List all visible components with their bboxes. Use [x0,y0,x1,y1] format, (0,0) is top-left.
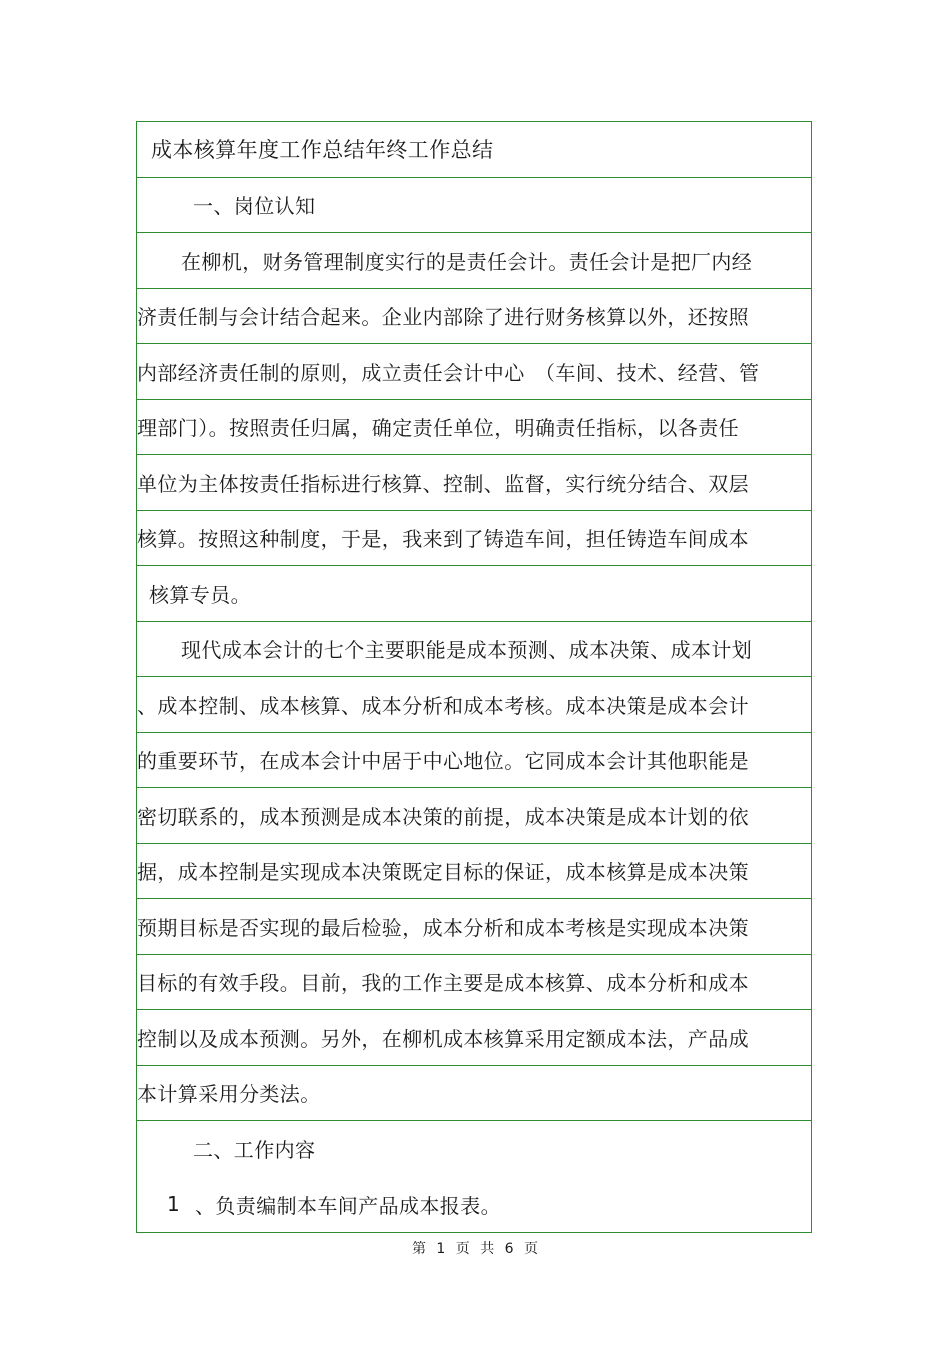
list-item-number: 1 [167,1192,181,1217]
text-line-content: 在柳机，财务管理制度实行的是责任会计。责任会计是把厂内经 [181,249,753,274]
list-item [137,1177,811,1233]
text-line [137,788,811,844]
text-line [137,1010,811,1066]
text-line-content: 单位为主体按责任指标进行核算、控制、监督，实行统分结合、双层 [137,471,749,496]
text-line-content: 据，成本控制是实现成本决策既定目标的保证，成本核算是成本决策 [137,860,749,885]
text-line-content: 、成本控制、成本核算、成本分析和成本考核。成本决策是成本会计 [137,693,749,718]
document-title-text: 成本核算年度工作总结年终工作总结 [151,138,494,163]
section-heading [137,178,811,234]
text-line [137,733,811,789]
text-line-content: 密切联系的，成本预测是成本决策的前提，成本决策是成本计划的依 [137,804,749,829]
document-table [136,121,812,1233]
text-line [137,511,811,567]
document-body [137,178,811,1177]
text-line [137,566,811,622]
text-line [137,677,811,733]
text-line [137,622,811,678]
text-line-content: 预期目标是否实现的最后检验，成本分析和成本考核是实现成本决策 [137,915,749,940]
text-line-content: 理部门）。按照责任归属，确定责任单位，明确责任指标，以各责任 [137,416,739,441]
text-line [137,955,811,1011]
document-title [137,122,811,178]
text-line-content: 的重要环节，在成本会计中居于中心地位。它同成本会计其他职能是 [137,749,749,774]
text-line-content: 现代成本会计的七个主要职能是成本预测、成本决策、成本计划 [181,638,753,663]
text-line-content: 核算专员。 [149,582,251,607]
section-heading-text: 二、工作内容 [193,1138,316,1163]
text-line [137,400,811,456]
list-item-text: 、负责编制本车间产品成本报表。 [195,1193,501,1218]
page-footer: 第 1 页 共 6 页 [411,1241,539,1257]
text-line [137,899,811,955]
text-line [137,289,811,345]
text-line [137,344,811,400]
text-line-content: 控制以及成本预测。另外，在柳机成本核算采用定额成本法，产品成 [137,1026,749,1051]
section-heading-text: 一、岗位认知 [193,194,316,219]
text-line [137,1066,811,1122]
text-line-content: 目标的有效手段。目前，我的工作主要是成本核算、成本分析和成本 [137,971,749,996]
text-line-content: 济责任制与会计结合起来。企业内部除了进行财务核算以外，还按照 [137,305,749,330]
text-line-content: 核算。按照这种制度，于是，我来到了铸造车间，担任铸造车间成本 [137,527,749,552]
text-line [137,233,811,289]
text-line [137,455,811,511]
section-heading [137,1121,811,1177]
text-line-content: 内部经济责任制的原则，成立责任会计中心 （车间、技术、经营、管 [137,360,760,385]
text-line-content: 本计算采用分类法。 [137,1082,321,1107]
text-line [137,844,811,900]
